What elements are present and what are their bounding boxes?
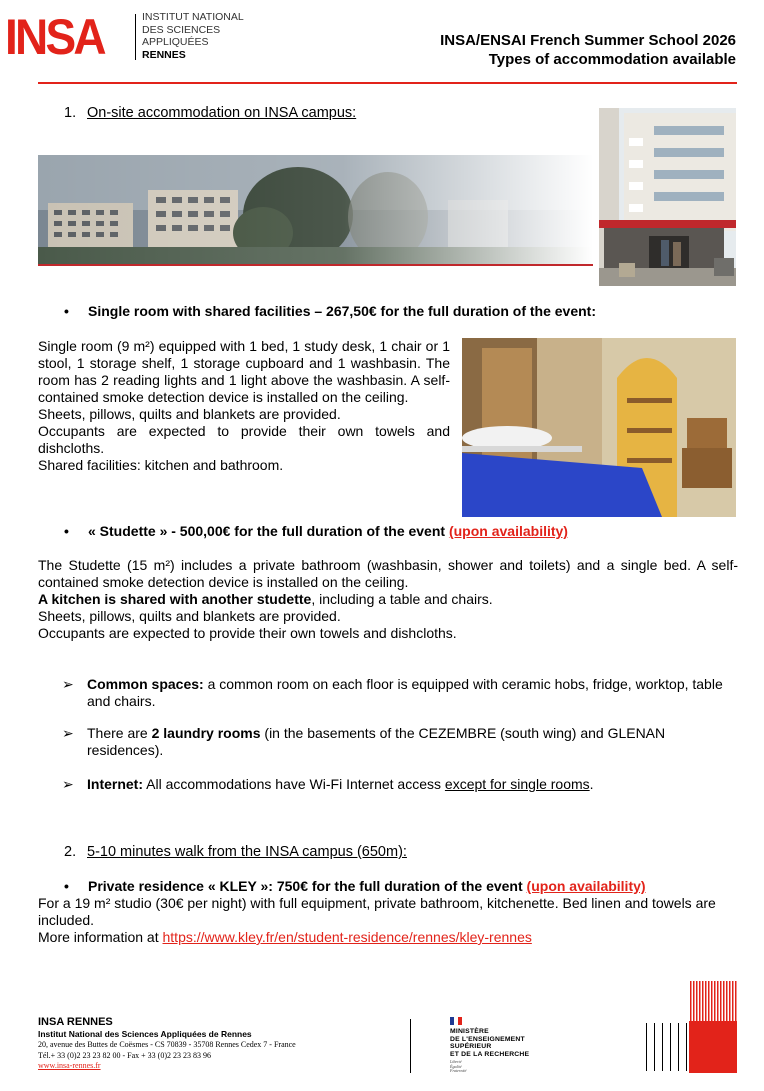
kley-desc: For a 19 m² studio (30€ per night) with full equipment, private bathroom, kitchenette. Bed linen and towels are included. (38, 895, 716, 928)
decorative-red-block-icon (689, 981, 737, 1073)
footer-divider (410, 1019, 411, 1073)
ministry-motto (450, 1060, 466, 1074)
kley-title: Private residence « KLEY »: 750€ for the full duration of the event (88, 878, 523, 894)
common-rest: a common room on each floor is equipped with ceramic hobs, fridge, worktop, table and chairs. (87, 676, 723, 709)
kley-description (38, 895, 738, 946)
logo-line: INSTITUT NATIONAL (142, 11, 244, 23)
ministry-line: MINISTÈRE (450, 1028, 489, 1035)
internet-bold: Internet: (87, 776, 143, 792)
studette-desc: The Studette (15 m²) includes a private bathroom (washbasin, shower and toilets) and a single bed. A self-contained smoke detection device is installed on the ceiling. (38, 557, 738, 590)
footer-address: 20, avenue des Buttes de Coësmes - CS 70839 - 35708 Rennes Cedex 7 - France (38, 1040, 296, 1049)
single-room-photo (462, 338, 736, 517)
internet-end: . (589, 776, 594, 792)
ministry-line: ET DE LA RECHERCHE (450, 1050, 530, 1058)
bullet: • (64, 303, 69, 319)
common-bold: Common spaces: (87, 676, 204, 692)
logo-institute-name (142, 11, 244, 61)
single-room-title: Single room with shared facilities – 267,50€ for the full duration of the event: (88, 303, 596, 319)
laundry-bold: 2 laundry rooms (151, 725, 261, 741)
banner-red-line (38, 264, 593, 266)
ministry-name (450, 1028, 529, 1058)
footer-website-link[interactable]: www.insa-rennes.fr (38, 1061, 101, 1070)
insa-logo: INSA (5, 9, 104, 65)
footer-institute: Institut National des Sciences Appliquées de Rennes (38, 1029, 252, 1039)
kley-more (38, 929, 738, 946)
common-spaces-text (62, 676, 732, 710)
kitchen-bold: A kitchen is shared with another studette (38, 591, 312, 607)
title-line-2: Types of accommodation available (488, 51, 736, 68)
logo-line: RENNES (142, 48, 186, 61)
residence-building-photo (599, 108, 736, 286)
common-spaces-item (62, 676, 732, 710)
studette-heading (64, 523, 568, 540)
studette-sheets: Sheets, pillows, quilts and blankets are provided. (38, 608, 341, 624)
studette-kitchen (38, 591, 738, 608)
laundry-pre: There are (87, 725, 152, 741)
motto-line: Fraternité (450, 1068, 467, 1073)
kley-more-label: More information at (38, 929, 163, 945)
laundry-item (62, 725, 732, 759)
footer-phone: Tél.+ 33 (0)2 23 23 82 00 - Fax + 33 (0)2 23 23 83 96 (38, 1051, 212, 1060)
description-line: Single room (9 m²) equipped with 1 bed, 1 study desk, 1 chair or 1 stool, 1 storage shelf, 1 storage cupboard and 1 washbasin. The room has 2 reading lights and 1 light above the washbasin. A self-contained smoke detection device is installed on the ceiling. (38, 338, 450, 405)
logo-line: APPLIQUÉES (142, 36, 209, 48)
laundry-text (62, 725, 732, 759)
ministry-line: SUPÉRIEUR (450, 1043, 492, 1050)
title-line-1: INSA/ENSAI French Summer School 2026 (440, 32, 736, 49)
studette-towels: Occupants are expected to provide their own towels and dishcloths. (38, 625, 457, 641)
studette-description (38, 557, 738, 642)
description-line: Sheets, pillows, quilts and blankets are provided. (38, 406, 341, 422)
single-room-description (38, 338, 450, 474)
internet-item (62, 776, 732, 793)
footer-name: INSA RENNES (38, 1016, 113, 1028)
description-line: Occupants are expected to provide their own towels and dishcloths. (38, 423, 450, 456)
single-room-illustration (462, 338, 736, 517)
laundry-rest: (in the basements of the CEZEMBRE (south wing) and GLENAN residences). (87, 725, 666, 758)
logo-line: DES SCIENCES (142, 23, 221, 36)
arrow-bullet-icon: ➢ (62, 676, 74, 692)
ministry-line: DE L'ENSEIGNEMENT (450, 1035, 525, 1043)
motto-line: Liberté (450, 1059, 462, 1064)
header-rule (38, 82, 737, 84)
section-1-heading (64, 105, 356, 122)
internet-mid: All accommodations have Wi-Fi Internet access (143, 776, 445, 792)
section-number: 2. (64, 844, 77, 860)
logo-divider (135, 14, 136, 60)
arrow-bullet-icon: ➢ (62, 776, 74, 792)
motto-line: Égalité (450, 1063, 462, 1069)
campus-banner-photo (38, 155, 593, 265)
kitchen-rest: , including a table and chairs. (311, 591, 493, 607)
kley-heading (64, 878, 646, 895)
document-title (440, 31, 736, 69)
internet-text (62, 776, 732, 793)
description-line: Shared facilities: kitchen and bathroom. (38, 457, 284, 473)
studette-availability: (upon availability) (448, 523, 568, 539)
single-room-heading (64, 303, 596, 320)
internet-underlined: except for single rooms (444, 776, 590, 792)
kley-availability: (upon availability) (526, 878, 646, 894)
residence-building-illustration (599, 108, 736, 286)
campus-banner-illustration (38, 155, 593, 265)
section-2-heading (64, 844, 407, 861)
decorative-bars-icon (644, 1023, 689, 1071)
arrow-bullet-icon: ➢ (62, 725, 74, 741)
section-number: 1. (64, 105, 77, 121)
bullet: • (64, 523, 69, 539)
bullet: • (64, 878, 69, 894)
section-title: 5-10 minutes walk from the INSA campus (650m): (87, 844, 407, 860)
section-title: On-site accommodation on INSA campus: (87, 105, 357, 121)
french-flag-icon (450, 1017, 462, 1025)
studette-title: « Studette » - 500,00€ for the full duration of the event (88, 523, 446, 539)
kley-link[interactable]: https://www.kley.fr/en/student-residence/rennes/kley-rennes (162, 929, 532, 945)
